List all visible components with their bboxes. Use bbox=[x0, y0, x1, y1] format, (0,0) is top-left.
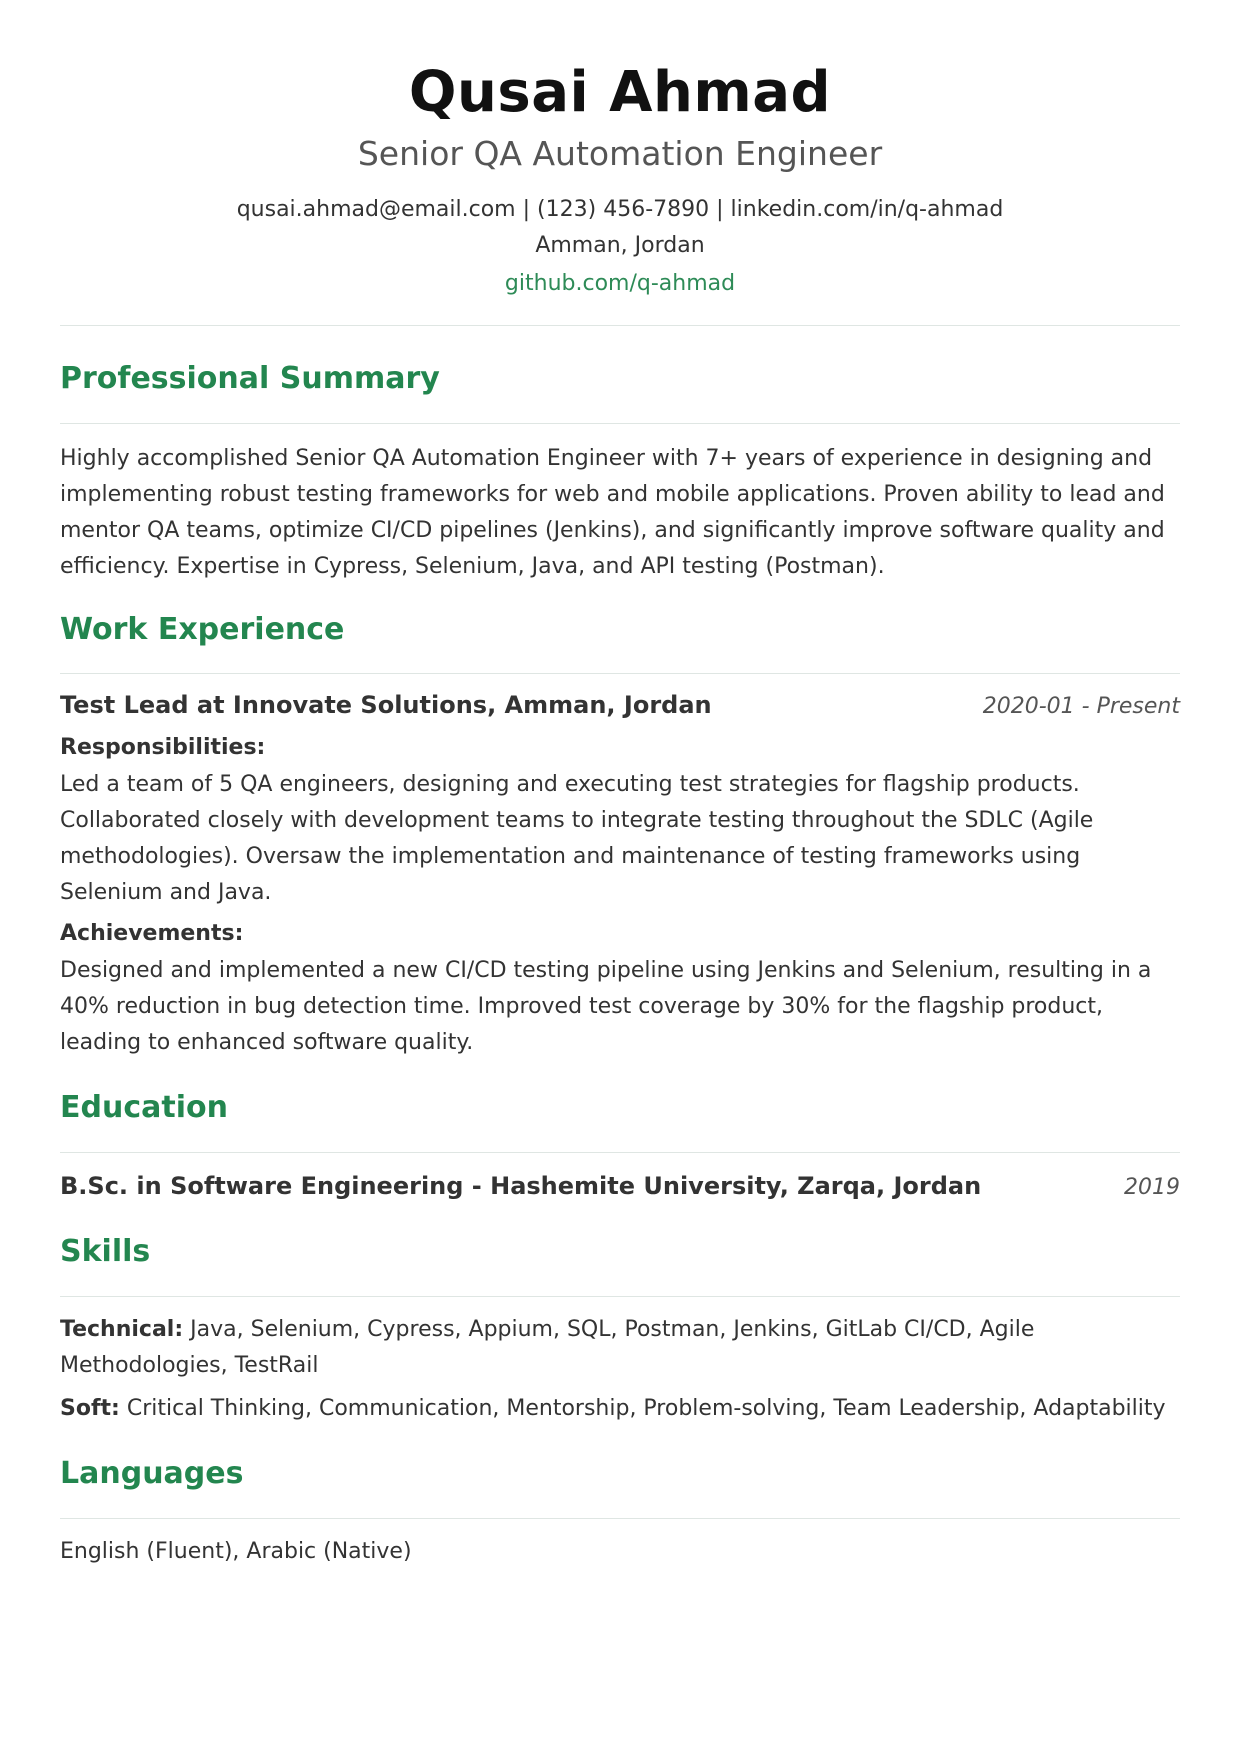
responsibilities-text: Led a team of 5 QA engineers, designing and executing test strategies for flagship products. Collaborated closely with development teams to integrate testing throughout the SDLC (Agile methodologies). Oversaw the implementation and maintenance of testing frameworks using Selenium and Java. bbox=[60, 772, 1094, 905]
resume-header bbox=[60, 0, 1180, 304]
contact-separator: | bbox=[716, 197, 724, 222]
candidate-name: Qusai Ahmad bbox=[408, 60, 832, 125]
section-title-languages: Languages bbox=[60, 1456, 244, 1491]
degree-title: B.Sc. in Software Engineering - Hashemite University, Zarqa, Jordan bbox=[60, 1172, 982, 1200]
contact-line bbox=[60, 192, 1180, 228]
job-title: Test Lead at Innovate Solutions, Amman, Jordan bbox=[60, 691, 712, 719]
technical-skills-label: Technical: bbox=[60, 1317, 184, 1342]
responsibilities-label: Responsibilities: bbox=[60, 735, 266, 760]
job-header bbox=[60, 687, 1180, 725]
section-divider bbox=[60, 1518, 1180, 1519]
languages-text: English (Fluent), Arabic (Native) bbox=[60, 1539, 412, 1564]
location: Amman, Jordan bbox=[535, 233, 705, 258]
section-divider bbox=[60, 1152, 1180, 1153]
section-title-summary: Professional Summary bbox=[60, 361, 440, 396]
summary-text: Highly accomplished Senior QA Automation Engineer with 7+ years of experience in designing and implementing robust testing frameworks for web and mobile applications. Proven ability to lead and mentor QA teams, optimize CI/CD pipelines (Jenkins), and significantly improve software quality and efficiency. Expertise in Cypress, Selenium, Java, and API testing (Postman). bbox=[60, 446, 1165, 579]
email-link[interactable]: qusai.ahmad@email.com bbox=[236, 197, 516, 222]
phone-number: (123) 456-7890 bbox=[537, 197, 710, 222]
soft-skills-list: Critical Thinking, Communication, Mentorship, Problem-solving, Team Leadership, Adaptability bbox=[126, 1396, 1166, 1421]
contact-separator: | bbox=[522, 197, 531, 222]
section-title-education: Education bbox=[60, 1090, 228, 1125]
achievements-label: Achievements: bbox=[60, 921, 244, 946]
section-divider bbox=[60, 423, 1180, 424]
header-divider bbox=[60, 325, 1180, 326]
section-divider bbox=[60, 1296, 1180, 1297]
technical-skills-list: Java, Selenium, Cypress, Appium, SQL, Postman, Jenkins, GitLab CI/CD, Agile Methodologies, TestRail bbox=[60, 1317, 1035, 1378]
section-title-skills: Skills bbox=[60, 1234, 151, 1269]
job-dates: 2020-01 - Present bbox=[982, 694, 1180, 719]
technical-skills bbox=[60, 1312, 1180, 1384]
linkedin-link[interactable]: linkedin.com/in/q-ahmad bbox=[730, 197, 1004, 222]
candidate-title: Senior QA Automation Engineer bbox=[357, 134, 883, 173]
section-divider bbox=[60, 673, 1180, 674]
soft-skills-label: Soft: bbox=[60, 1396, 120, 1421]
soft-skills bbox=[60, 1391, 1180, 1427]
graduation-year: 2019 bbox=[1124, 1175, 1180, 1200]
achievements-text: Designed and implemented a new CI/CD testing pipeline using Jenkins and Selenium, resulting in a 40% reduction in bug detection time. Improved test coverage by 30% for the flagship product, leading to enhanced software quality. bbox=[60, 958, 1152, 1055]
education-item bbox=[60, 1168, 1180, 1206]
section-title-experience: Work Experience bbox=[60, 612, 345, 647]
github-link[interactable]: github.com/q-ahmad bbox=[504, 271, 736, 296]
